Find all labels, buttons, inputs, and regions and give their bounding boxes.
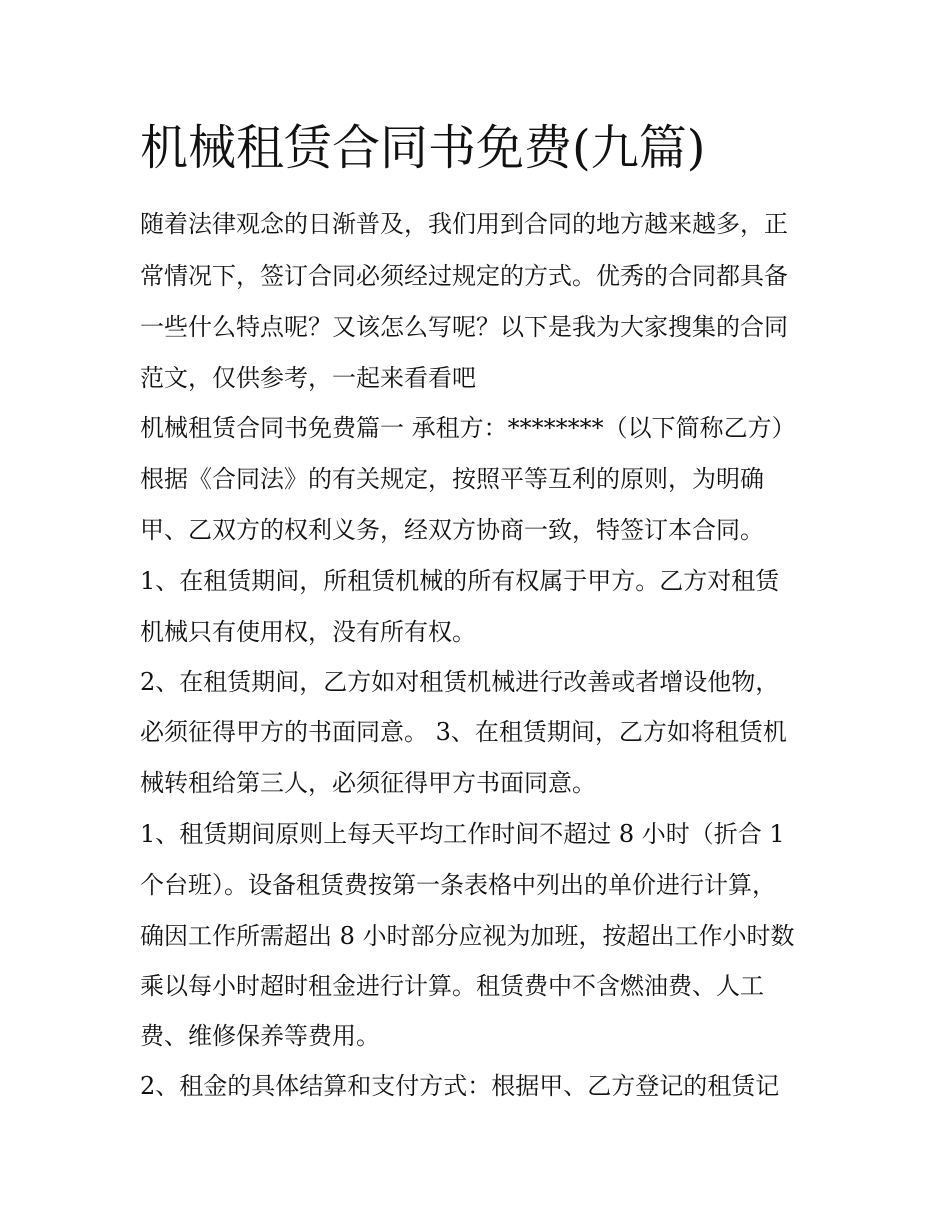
intro-line-3: 一些什么特点呢？又该怎么写呢？以下是我为大家搜集的合同 bbox=[140, 313, 788, 341]
rent-clause-1-line-1: 1、租赁期间原则上每天平均工作时间不超过 8 小时（折合 1 bbox=[140, 820, 785, 848]
body-line: 根据《合同法》的有关规定，按照平等互利的原则，为明确 bbox=[140, 465, 764, 493]
intro-line-4: 范文，仅供参考，一起来看看吧 bbox=[140, 364, 476, 392]
intro-line-1: 随着法律观念的日渐普及，我们用到合同的地方越来越多，正 bbox=[140, 210, 788, 238]
clause-1-line-1: 1、在租赁期间，所租赁机械的所有权属于甲方。乙方对租赁 bbox=[140, 567, 780, 595]
rent-clause-1-line-5: 费、维修保养等费用。 bbox=[140, 1022, 380, 1050]
document-title: 机械租赁合同书免费(九篇) bbox=[140, 120, 706, 176]
rent-clause-2-line-1: 2、租金的具体结算和支付方式：根据甲、乙方登记的租赁记 bbox=[140, 1072, 780, 1100]
body-line: 甲、乙双方的权利义务，经双方协商一致，特签订本合同。 bbox=[140, 516, 764, 544]
intro-line-2: 常情况下，签订合同必须经过规定的方式。优秀的合同都具备 bbox=[140, 262, 788, 290]
rent-clause-1-line-4: 乘以每小时超时租金进行计算。租赁费中不含燃油费、人工 bbox=[140, 972, 764, 1000]
rent-clause-1-line-2: 个台班）。设备租赁费按第一条表格中列出的单价进行计算， bbox=[140, 871, 776, 899]
section-one-heading-line: 机械租赁合同书免费篇一 承租方：********（以下简称乙方） bbox=[140, 414, 796, 442]
clause-2-line-1: 2、在租赁期间，乙方如对租赁机械进行改善或者增设他物， bbox=[140, 668, 780, 696]
clause-2-line-2: 必须征得甲方的书面同意。 3、在租赁期间，乙方如将租赁机 bbox=[140, 718, 787, 746]
clause-1-line-2: 机械只有使用权，没有所有权。 bbox=[140, 618, 476, 646]
clause-2-line-3: 械转租给第三人，必须征得甲方书面同意。 bbox=[140, 769, 596, 797]
rent-clause-1-line-3: 确因工作所需超出 8 小时部分应视为加班，按超出工作小时数 bbox=[140, 922, 795, 950]
